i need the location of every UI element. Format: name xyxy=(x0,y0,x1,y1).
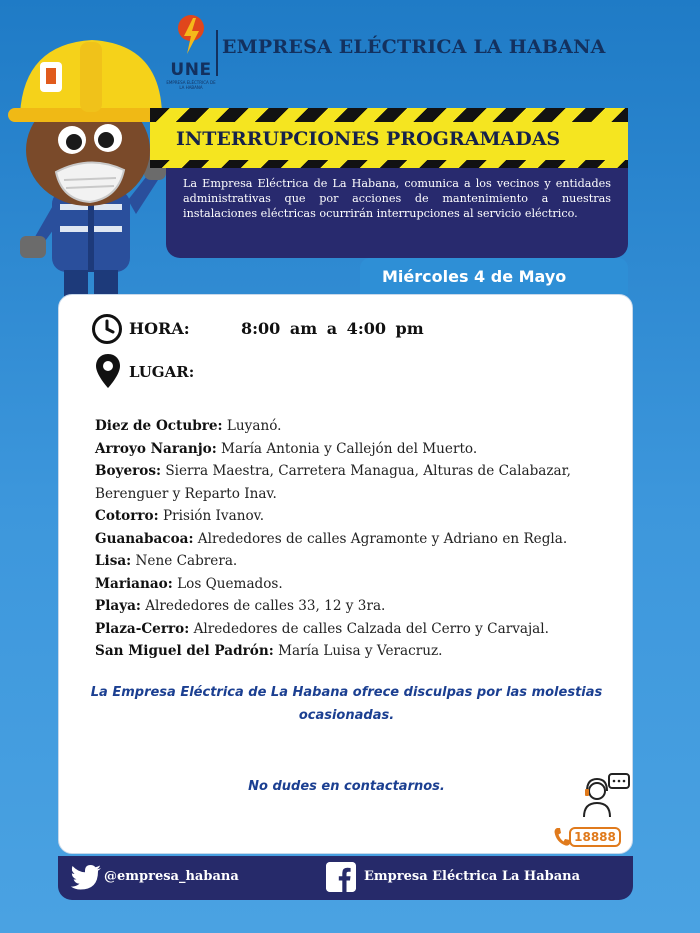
list-item xyxy=(95,438,625,461)
location-detail: Alrededores de calles Agramonte y Adriano en Regla. xyxy=(193,530,568,547)
list-item xyxy=(95,573,625,596)
intro-text: La Empresa Eléctrica de La Habana, comunica a los vecinos y entidades administrativas que por acciones de mantenimiento a nuestras instalaciones eléctricas ocurrirán interrupciones al servicio eléctrico. xyxy=(183,177,611,220)
location-municipality: Boyeros: xyxy=(95,463,162,479)
une-logo-text: UNE xyxy=(170,60,212,80)
list-item xyxy=(95,460,625,505)
date-text: Miércoles 4 de Mayo xyxy=(382,267,567,286)
location-municipality: Diez de Octubre: xyxy=(95,418,223,434)
customer-support-icon xyxy=(579,773,631,819)
banner-title-box xyxy=(150,122,628,160)
clock-icon xyxy=(91,313,123,345)
banner-title: INTERRUPCIONES PROGRAMADAS xyxy=(176,128,561,150)
brand-header xyxy=(168,14,688,94)
brand-divider xyxy=(216,30,218,76)
company-name: EMPRESA ELÉCTRICA LA HABANA xyxy=(222,36,606,58)
locations-list xyxy=(95,415,625,663)
lugar-label: LUGAR: xyxy=(129,363,195,381)
location-municipality: Arroyo Naranjo: xyxy=(95,440,217,457)
facebook-icon[interactable] xyxy=(326,862,356,892)
location-detail: Luyanó. xyxy=(222,418,282,434)
facebook-page-name[interactable]: Empresa Eléctrica La Habana xyxy=(364,869,581,884)
caution-stripes-bottom xyxy=(150,160,628,168)
location-municipality: Playa: xyxy=(95,598,141,614)
location-detail: Nene Cabrera. xyxy=(131,553,238,569)
phone-badge[interactable] xyxy=(553,825,623,849)
list-item xyxy=(95,415,625,438)
location-detail: María Luisa y Veracruz. xyxy=(273,643,443,659)
location-detail: Los Quemados. xyxy=(172,575,283,592)
location-municipality: Guanabacoa: xyxy=(95,530,194,547)
contact-text: No dudes en contactarnos. xyxy=(248,779,445,794)
schedule-card xyxy=(58,294,633,854)
list-item xyxy=(95,550,625,573)
list-item xyxy=(95,505,625,528)
phone-number[interactable]: 18888 xyxy=(569,827,621,847)
location-detail: María Antonia y Callejón del Muerto. xyxy=(216,440,478,457)
twitter-icon[interactable] xyxy=(70,864,102,892)
hora-value: 8:00 am a 4:00 pm xyxy=(241,319,424,338)
une-logo-subtext: EMPRESA ELÉCTRICA DE LA HABANA xyxy=(166,80,216,90)
location-pin-icon xyxy=(95,353,121,389)
hora-label: HORA: xyxy=(129,319,190,338)
list-item xyxy=(95,640,625,663)
list-item xyxy=(95,618,625,641)
location-detail: Prisión Ivanov. xyxy=(158,508,265,524)
location-municipality: Plaza-Cerro: xyxy=(95,620,190,637)
date-tab xyxy=(360,258,628,294)
location-detail: Sierra Maestra, Carretera Managua, Alturas de Calabazar, Berenguer y Reparto Inav. xyxy=(95,463,571,502)
intro-box xyxy=(166,168,628,258)
location-detail: Alrededores de calles 33, 12 y 3ra. xyxy=(140,598,386,614)
location-municipality: Lisa: xyxy=(95,553,132,569)
social-footer xyxy=(58,856,633,900)
apology-text: La Empresa Eléctrica de La Habana ofrece disculpas por las molestias ocasionadas. xyxy=(90,685,603,723)
lightning-bolt-icon xyxy=(176,14,206,58)
location-municipality: Cotorro: xyxy=(95,508,159,524)
list-item xyxy=(95,528,625,551)
location-detail: Alrededores de calles Calzada del Cerro y Carvajal. xyxy=(189,620,549,637)
twitter-handle[interactable]: @empresa_habana xyxy=(104,869,239,884)
location-municipality: Marianao: xyxy=(95,575,173,592)
list-item xyxy=(95,595,625,618)
une-logo xyxy=(168,14,214,94)
location-municipality: San Miguel del Padrón: xyxy=(95,643,274,659)
caution-stripes-top xyxy=(150,108,628,122)
